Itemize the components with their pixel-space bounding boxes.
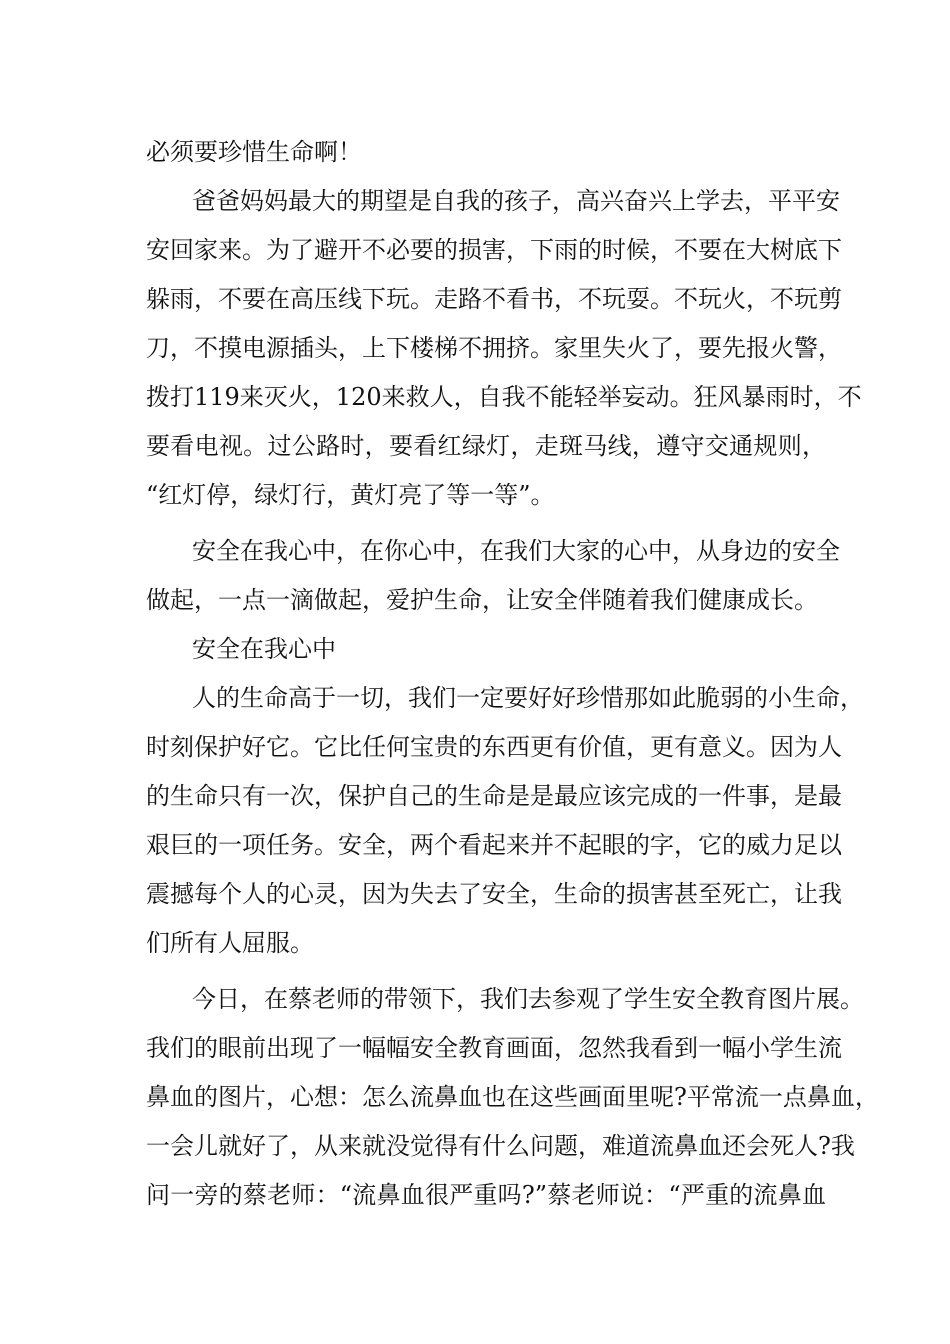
text-line: 躲雨，不要在高压线下玩。走路不看书，不玩耍。不玩火，不玩剪 xyxy=(146,285,842,313)
text-line: 一会儿就好了，从来就没觉得有什么问题，难道流鼻血还会死人?我 xyxy=(146,1132,855,1160)
text-line: 震撼每个人的心灵，因为失去了安全，生命的损害甚至死亡，让我 xyxy=(146,880,842,908)
text-line: 们所有人屈服。 xyxy=(146,929,314,957)
text-line: 我们的眼前出现了一幅幅安全教育画面，忽然我看到一幅小学生流 xyxy=(146,1034,842,1062)
text-line: 鼻血的图片，心想：怎么流鼻血也在这些画面里呢?平常流一点鼻血， xyxy=(146,1083,879,1111)
text-line: 的生命只有一次，保护自己的生命是是最应该完成的一件事，是最 xyxy=(146,782,842,810)
text-line: 问一旁的蔡老师：“流鼻血很严重吗?”蔡老师说：“严重的流鼻血 xyxy=(146,1181,826,1209)
text-line: 拨打119来灭火，120来救人，自我不能轻举妄动。狂风暴雨时，不 xyxy=(146,383,862,411)
paragraph-first-line: 安全在我心中，在你心中，在我们大家的心中，从身边的安全 xyxy=(192,537,840,565)
text-line: 要看电视。过公路时，要看红绿灯，走斑马线，遵守交通规则， xyxy=(146,432,826,460)
paragraph-first-line: 爸爸妈妈最大的期望是自我的孩子，高兴奋兴上学去，平平安 xyxy=(192,187,840,215)
paragraph-first-line: 人的生命高于一切，我们一定要好好珍惜那如此脆弱的小生命， xyxy=(192,684,864,712)
paragraph-first-line: 今日，在蔡老师的带领下，我们去参观了学生安全教育图片展。 xyxy=(192,985,864,1013)
text-line: 安回家来。为了避开不必要的损害，下雨的时候，不要在大树底下 xyxy=(146,236,842,264)
text-line: 艰巨的一项任务。安全，两个看起来并不起眼的字，它的威力足以 xyxy=(146,831,842,859)
text-line: 做起，一点一滴做起，爱护生命，让安全伴随着我们健康成长。 xyxy=(146,586,818,614)
text-line: 时刻保护好它。它比任何宝贵的东西更有价值，更有意义。因为人 xyxy=(146,733,842,761)
text-line: 刀，不摸电源插头，上下楼梯不拥挤。家里失火了，要先报火警， xyxy=(146,334,842,362)
text-line: “红灯停，绿灯行，黄灯亮了等一等”。 xyxy=(146,481,555,509)
text-line: 必须要珍惜生命啊！ xyxy=(146,138,362,166)
section-heading: 安全在我心中 xyxy=(192,635,336,663)
